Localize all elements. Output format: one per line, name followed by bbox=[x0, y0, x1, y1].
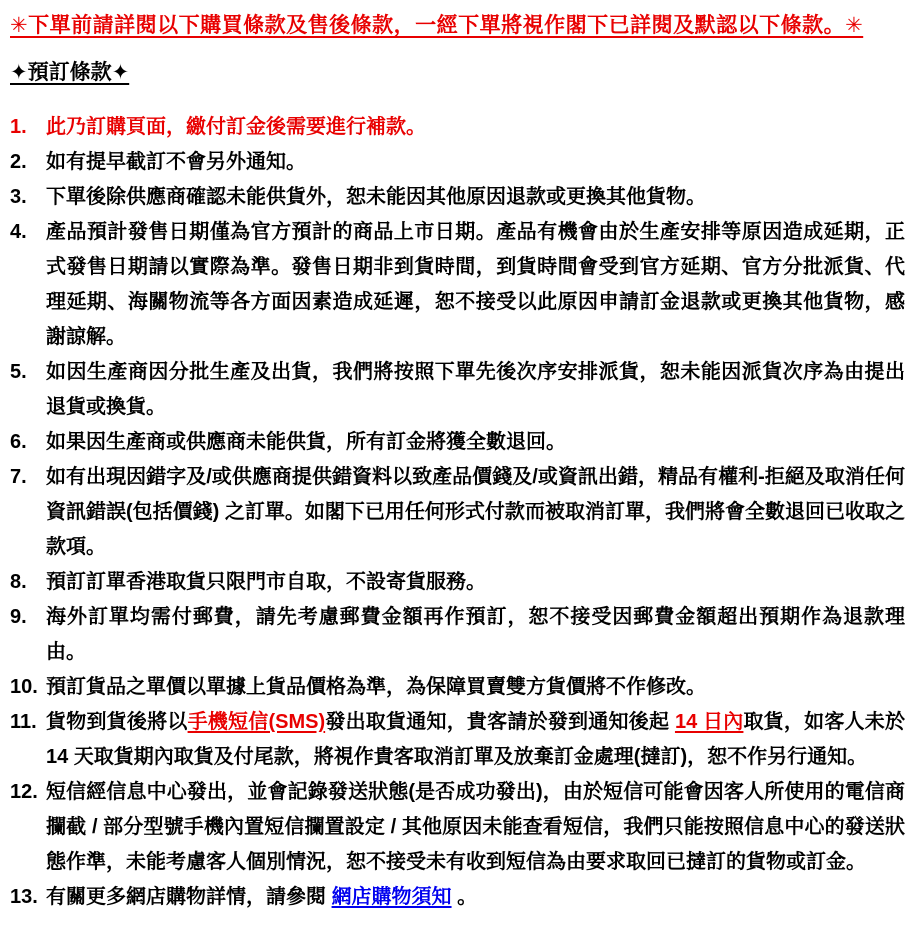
term-number: 8. bbox=[10, 571, 27, 593]
term-text: 預訂貨品之單價以單據上貨品價格為準，為保障買賣雙方貨價將不作修改。 bbox=[46, 676, 706, 698]
term-item-11 bbox=[10, 705, 905, 775]
term-text bbox=[46, 705, 905, 775]
term-item-6 bbox=[10, 425, 905, 460]
term-text-segment: 。 bbox=[451, 886, 478, 908]
term-text: 預訂訂單香港取貨只限門市自取，不設寄貨服務。 bbox=[46, 571, 486, 593]
term-item-3 bbox=[10, 180, 905, 215]
store-shopping-notice-link[interactable]: 網店購物須知 bbox=[331, 886, 452, 908]
sms-notice-highlight: 手機短信(SMS) bbox=[187, 711, 326, 733]
term-text: 海外訂單均需付郵費，請先考慮郵費金額再作預訂，恕不接受因郵費金額超出預期作為退款理由。 bbox=[46, 606, 905, 663]
term-text-segment: 有關更多網店購物詳情，請參閱 bbox=[46, 886, 332, 908]
term-item-1 bbox=[10, 110, 905, 145]
terms-list bbox=[10, 110, 905, 915]
term-number: 5. bbox=[10, 361, 27, 383]
term-item-4 bbox=[10, 215, 905, 355]
term-number: 10. bbox=[10, 676, 38, 698]
term-text: 產品預計發售日期僅為官方預計的商品上市日期。產品有機會由於生產安排等原因造成延期，正式發售日期請以實際為準。發售日期非到貨時間，到貨時間會受到官方延期、官方分批派貨、代理延期、海關物流等各方面因素造成延遲，恕不接受以此原因申請訂金退款或更換其他貨物，感謝諒解。 bbox=[46, 221, 905, 348]
term-number: 2. bbox=[10, 151, 27, 173]
term-text bbox=[46, 880, 905, 915]
term-item-9 bbox=[10, 600, 905, 670]
term-text-segment: 發出取貨通知，貴客請於發到通知後起 bbox=[325, 711, 675, 733]
term-number: 13. bbox=[10, 886, 38, 908]
term-text: 如果因生產商或供應商未能供貨，所有訂金將獲全數退回。 bbox=[46, 431, 566, 453]
term-text-segment: 貨物到貨後將以 bbox=[46, 711, 188, 733]
term-item-12 bbox=[10, 775, 905, 880]
term-text: 下單後除供應商確認未能供貨外，恕未能因其他原因退款或更換其他貨物。 bbox=[46, 186, 706, 208]
term-item-2 bbox=[10, 145, 905, 180]
term-text: 如有提早截訂不會另外通知。 bbox=[46, 151, 306, 173]
term-text: 如因生產商因分批生產及出貨，我們將按照下單先後次序安排派貨，恕未能因派貨次序為由提出退貨或換貨。 bbox=[46, 361, 905, 418]
term-item-8 bbox=[10, 565, 905, 600]
term-item-7 bbox=[10, 460, 905, 565]
term-number: 1. bbox=[10, 116, 27, 138]
term-number: 3. bbox=[10, 186, 27, 208]
pickup-deadline-highlight: 14 日內 bbox=[674, 711, 744, 733]
term-text-segment: 取貨，如客人未於 14 天取貨期內取貨及付尾款，將視作貴客取消訂單及放棄訂金處理(撻訂)，恕不作另行通知。 bbox=[46, 711, 906, 768]
term-text: 短信經信息中心發出，並會記錄發送狀態(是否成功發出)，由於短信可能會因客人所使用的電信商攔截 / 部分型號手機內置短信攔置設定 / 其他原因未能查看短信，我們只能按照信息中心的發送狀態作準，未能考慮客人個別情況，恕不接受未有收到短信為由要求取回已撻訂的貨物或訂金。 bbox=[46, 781, 905, 873]
term-item-13 bbox=[10, 880, 905, 915]
section-heading-preorder-terms: ✦預訂條款✦ bbox=[10, 61, 130, 84]
notice-title: ✳下單前請詳閱以下購買條款及售後條款，一經下單將視作閣下已詳閱及默認以下條款。✳ bbox=[10, 14, 864, 37]
term-text: 此乃訂購頁面，繳付訂金後需要進行補款。 bbox=[46, 116, 426, 138]
term-number: 12. bbox=[10, 781, 38, 803]
term-item-10 bbox=[10, 670, 905, 705]
term-number: 9. bbox=[10, 606, 27, 628]
term-text: 如有出現因錯字及/或供應商提供錯資料以致產品價錢及/或資訊出錯，精品有權利-拒絕及取消任何資訊錯誤(包括價錢) 之訂單。如閣下已用任何形式付款而被取消訂單，我們將會全數退回已收取之款項。 bbox=[46, 466, 905, 558]
term-number: 7. bbox=[10, 466, 27, 488]
term-item-5 bbox=[10, 355, 905, 425]
term-number: 6. bbox=[10, 431, 27, 453]
term-number: 11. bbox=[10, 711, 37, 733]
term-number: 4. bbox=[10, 221, 27, 243]
